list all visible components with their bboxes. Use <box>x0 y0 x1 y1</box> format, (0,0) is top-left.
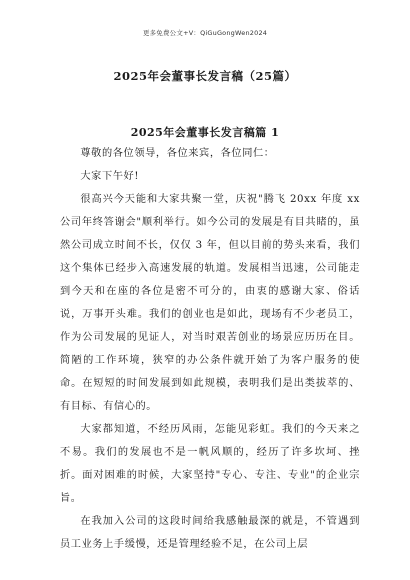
greeting: 大家下午好! <box>80 171 140 182</box>
document-title: 2025年会董事长发言稿（25篇） <box>113 69 297 83</box>
article-body <box>60 142 360 556</box>
salutation: 尊敬的各位领导，各位来宾，各位同仁： <box>80 148 275 159</box>
article-title: 2025年会董事长发言稿篇 1 <box>130 126 280 139</box>
body-paragraph: 在我加入公司的这段时间给我感触最深的就是，不管遇到员工业务上手缓慢，还是管理经验不足，在公司上层 <box>60 516 360 550</box>
body-paragraph: 大家都知道，不经历风雨，怎能见彩虹。我们的今天来之不易。我们的发展也不是一帆风顺的，经历了许多坎坷、挫折。面对困难的时候，大家坚持"专心、专注、专业"的企业宗旨。 <box>60 424 360 504</box>
body-paragraph: 很高兴今天能和大家共聚一堂，庆祝"腾飞 20xx 年度 xx 公司年终答谢会"顺利举行。如今公司的发展是有目共睹的，虽然公司成立时间不长，仅仅 3 年，但以目前的势头来看，我们这个集体已经步入高速发展的轨道。发展相当迅速，公司能走到今天和在座的各位是密不可分的，由衷的感谢大家、俗话说，万事开头难。我们的创业也是如此，现场有不少老员工，作为公司发展的见证人，对当时艰苦创业的场景应历历在目。简陋的工作环境，狭窄的办公条件就开始了为客户服务的使命。在短短的时间发展到如此规模，表明我们是出类拔萃的、有目标、有信心的。 <box>60 194 360 412</box>
header-note: 更多免费公文+V：QiGuGongWen2024 <box>142 29 268 37</box>
